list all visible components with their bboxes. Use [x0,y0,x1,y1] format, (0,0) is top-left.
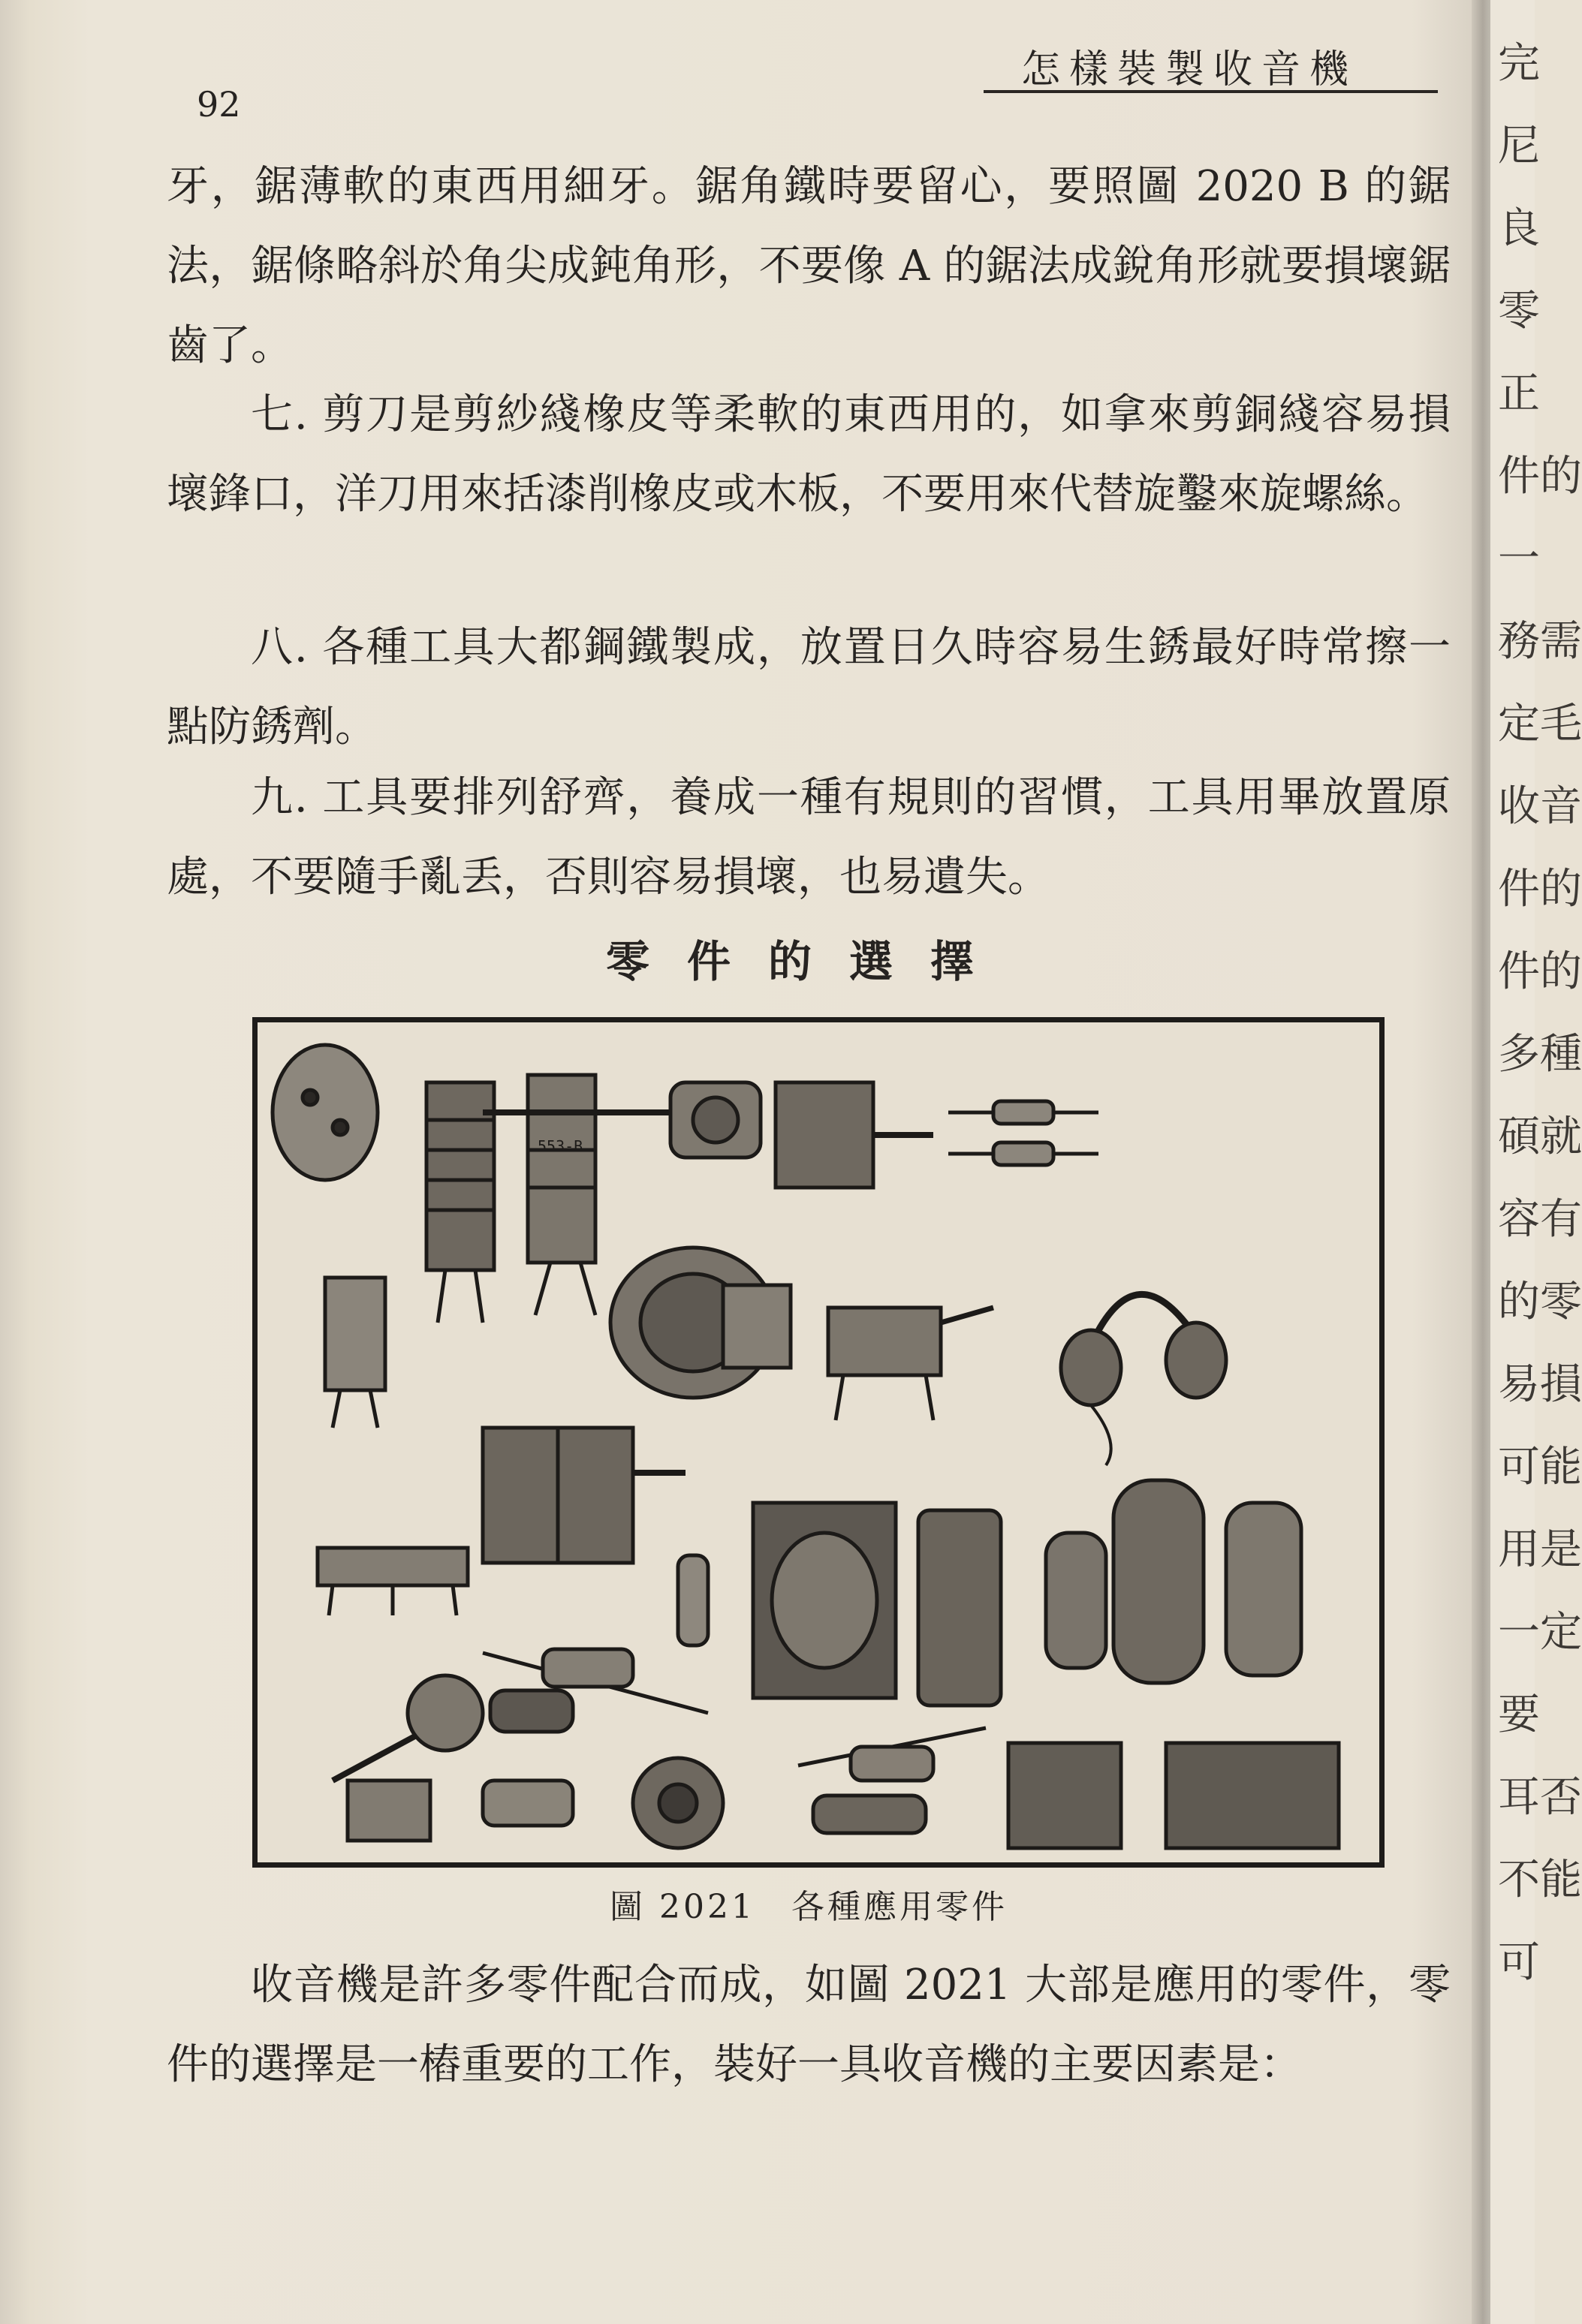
adjacent-page-fragment: 一 [1498,534,1540,583]
vacuum-tube-illustration [1046,1533,1106,1668]
adjacent-page-fragment: 良 [1498,204,1540,253]
adjacent-page-fragment: 用是 [1498,1525,1582,1574]
adjacent-page-fragment: 可 [1498,1938,1540,1987]
condenser-illustration [798,1728,986,1833]
running-title: 怎樣裝製收音機 [1021,47,1358,92]
paragraph-component-selection: 收音機是許多零件配合而成，如圖 2021 大部是應用的零件，零件的選擇是一樁重要的工作，裝好一具收音機的主要因素是： [167,1961,1451,2089]
paragraph-saw-usage: 牙，鋸薄軟的東西用細牙。鋸角鐵時要留心，要照圖 2020 B 的鋸法，鋸條略斜於角尖成鈍角形，不要像 A 的鋸法成銳角形就要損壞鋸齒了。 [167,162,1451,370]
rotary-switch-illustration [483,1082,761,1157]
pilot-lamp-illustration [678,1555,708,1645]
adjacent-page-fragment: 件的 [1498,947,1582,996]
gang-capacitor-illustration [483,1428,686,1563]
adjacent-page-fragment: 耳否 [1498,1773,1582,1822]
paragraph-tool-order: 九. 工具要排列舒齊，養成一種有規則的習慣，工具用畢放置原處，不要隨手亂丢，否則容易損壞，也易遺失。 [167,773,1451,902]
coil-form-illustration [426,1082,494,1323]
section-heading: 零件的選擇 [605,936,1011,987]
adjacent-page-fragment: 可能 [1498,1443,1582,1492]
adjacent-page-fragment: 收音 [1498,782,1582,831]
adjacent-page-fragment: 正 [1498,369,1540,418]
adjacent-page-fragment: 碩就 [1498,1112,1582,1161]
part-label: 553-B [538,1137,583,1155]
adjacent-page-fragment: 一定 [1498,1608,1582,1657]
adjacent-page-fragment: 零 [1498,287,1540,336]
electrolytic-capacitor-illustration [753,1503,896,1698]
adjacent-page-fragment: 件的 [1498,452,1582,501]
adjacent-page-fragment: 尼 [1498,122,1540,170]
mica-capacitor-illustration [490,1690,573,1732]
adjacent-page-edge [1490,0,1582,2324]
resistor-illustration [948,1101,1098,1165]
socket-base-illustration [483,1781,573,1826]
variable-capacitor-illustration [776,1082,933,1188]
if-transformer-illustration [325,1278,385,1428]
vacuum-tube-illustration [1113,1480,1204,1683]
wire-wound-resistor-illustration [828,1308,993,1420]
radio-parts-illustration [258,1022,1379,1862]
figure-caption: 圖 2021 各種應用零件 [610,1888,1008,1926]
adjacent-page-fragment: 務需 [1498,617,1582,666]
adjacent-page-fragment: 容有 [1498,1195,1582,1244]
vacuum-tube-illustration [1226,1503,1301,1675]
filter-capacitor-illustration [918,1510,1001,1705]
adjacent-page-fragment: 定毛 [1498,700,1582,748]
choke-illustration [348,1781,430,1841]
page-gutter-shadow [1472,0,1491,2324]
power-transformer-illustration [1166,1743,1339,1848]
output-transformer-illustration [1008,1743,1121,1848]
figure-radio-parts [252,1017,1385,1868]
headphones-illustration [1061,1294,1226,1465]
adjacent-page-fragment: 件的 [1498,865,1582,914]
adjacent-page-fragment: 完 [1498,39,1540,88]
adjacent-page-fragment: 易損 [1498,1360,1582,1409]
page-number: 92 [197,84,241,125]
tube-socket-illustration [273,1045,378,1180]
adjacent-page-fragment: 的零 [1498,1278,1582,1326]
adjacent-page-fragment: 要 [1498,1690,1540,1739]
adjacent-page-fragment: 多種 [1498,1030,1582,1079]
octal-socket-illustration [633,1758,723,1848]
paragraph-rust: 八. 各種工具大都鋼鐵製成，放置日久時容易生銹最好時常擦一點防銹劑。 [167,623,1451,751]
potentiometer-illustration [333,1675,483,1781]
loudspeaker-illustration [610,1248,791,1398]
terminal-strip-illustration [318,1548,468,1615]
adjacent-page-fragment: 不能 [1498,1856,1582,1904]
paragraph-scissors: 七. 剪刀是剪紗綫橡皮等柔軟的東西用的，如拿來剪銅綫容易損壞鋒口，洋刀用來括漆削橡皮或木板，不要用來代替旋鑿來旋螺絲。 [167,390,1451,519]
header-rule [984,90,1438,93]
